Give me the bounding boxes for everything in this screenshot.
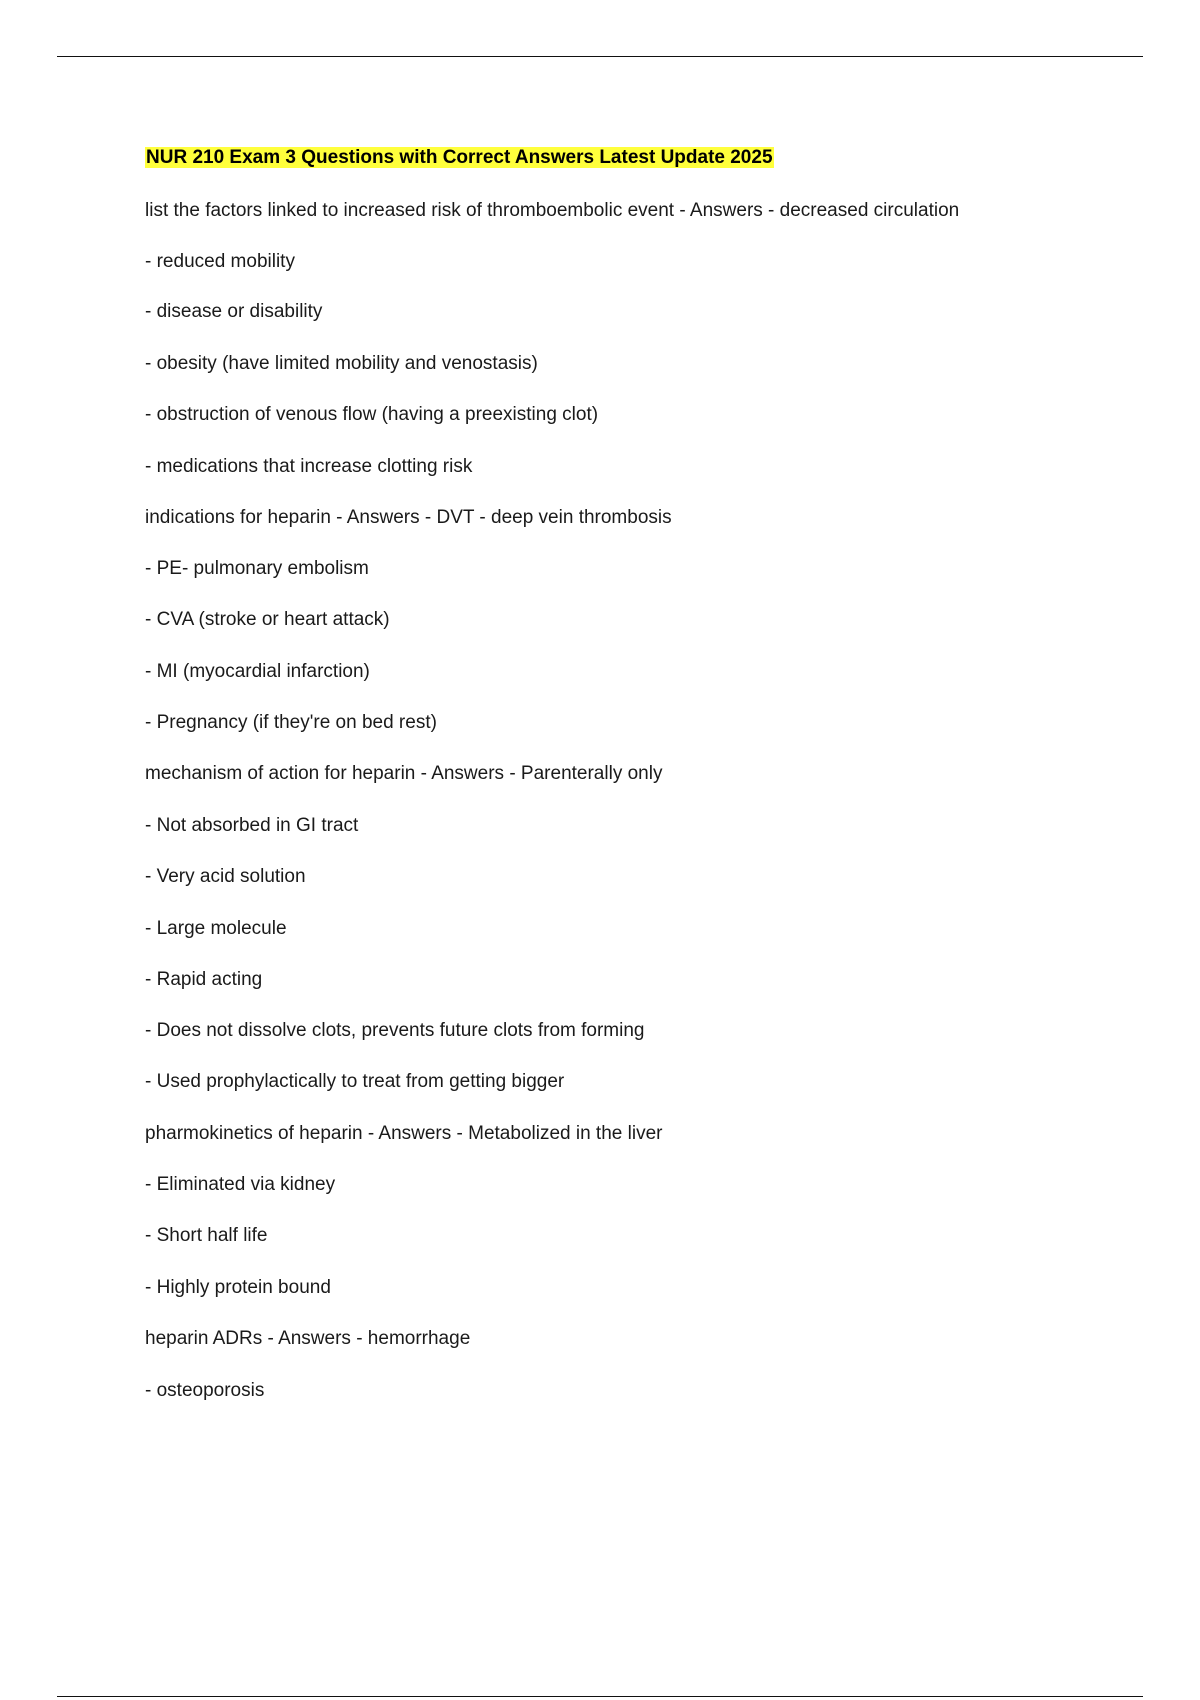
footer-rule bbox=[57, 1696, 1143, 1697]
text-line: - Short half life bbox=[145, 1225, 268, 1246]
text-line: - obesity (have limited mobility and venostasis) bbox=[145, 353, 538, 374]
document-title bbox=[145, 146, 774, 170]
text-line: - osteoporosis bbox=[145, 1380, 265, 1401]
text-line: - PE- pulmonary embolism bbox=[145, 558, 369, 579]
text-line: - medications that increase clotting risk bbox=[145, 456, 473, 477]
text-line: indications for heparin - Answers - DVT - deep vein thrombosis bbox=[145, 507, 672, 528]
text-line: - Very acid solution bbox=[145, 866, 306, 887]
text-line: - disease or disability bbox=[145, 301, 323, 322]
text-line: - MI (myocardial infarction) bbox=[145, 661, 370, 682]
text-line: - obstruction of venous flow (having a preexisting clot) bbox=[145, 404, 599, 425]
highlighted-title-text: NUR 210 Exam 3 Questions with Correct Answers Latest Update 2025 bbox=[146, 147, 773, 168]
text-line: heparin ADRs - Answers - hemorrhage bbox=[145, 1328, 471, 1349]
text-line: - Does not dissolve clots, prevents future clots from forming bbox=[145, 1020, 645, 1041]
text-line: - Used prophylactically to treat from getting bigger bbox=[145, 1071, 565, 1092]
header-rule bbox=[57, 56, 1143, 57]
text-line: - reduced mobility bbox=[145, 251, 295, 272]
text-line: - CVA (stroke or heart attack) bbox=[145, 609, 390, 630]
text-line: - Pregnancy (if they're on bed rest) bbox=[145, 712, 437, 733]
text-line: - Eliminated via kidney bbox=[145, 1174, 336, 1195]
text-line: mechanism of action for heparin - Answers - Parenterally only bbox=[145, 763, 663, 784]
text-line: - Highly protein bound bbox=[145, 1277, 331, 1298]
text-line: - Not absorbed in GI tract bbox=[145, 815, 359, 836]
text-line: pharmokinetics of heparin - Answers - Metabolized in the liver bbox=[145, 1123, 663, 1144]
text-line: - Rapid acting bbox=[145, 969, 263, 990]
text-line: list the factors linked to increased risk of thromboembolic event - Answers - decreased circulation bbox=[145, 200, 960, 221]
text-line: - Large molecule bbox=[145, 918, 287, 939]
